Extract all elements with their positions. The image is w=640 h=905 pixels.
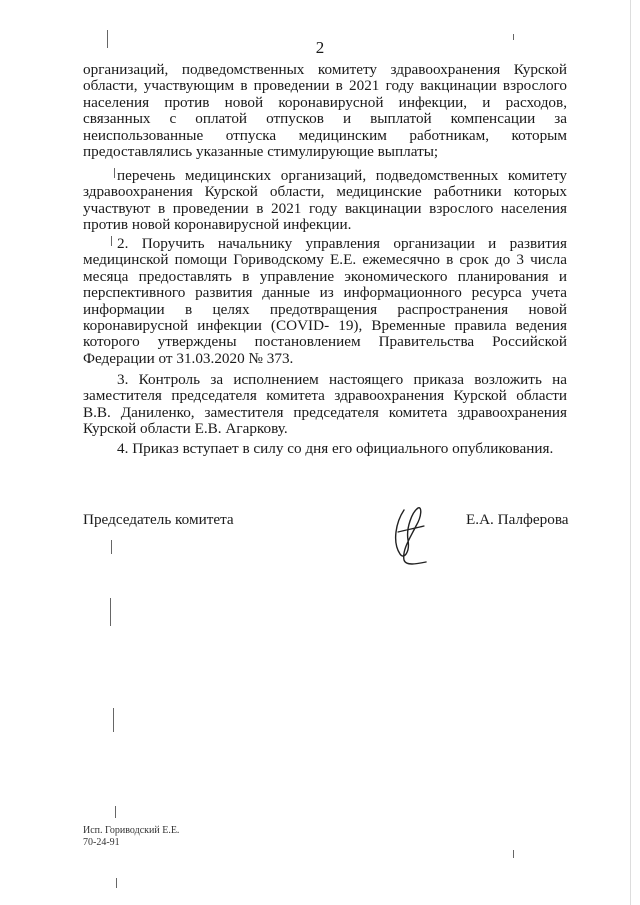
paragraph-4 xyxy=(83,372,567,438)
paragraph-2-text: перечень медицинских организаций, подведомственных комитету здравоохранения Курской области, медицинские работники которых участвуют в проведении в 2021 году вакцинации взрослого населения против новой коронавирусной инфекции. xyxy=(83,167,567,234)
executor-name: Исп. Гориводский Е.Е. xyxy=(83,825,180,836)
paragraph-5-text: 4. Приказ вступает в силу со дня его официального опубликования. xyxy=(117,440,554,457)
page-number: 2 xyxy=(315,38,325,57)
scan-artifact xyxy=(110,598,111,626)
paragraph-5 xyxy=(83,441,567,457)
signatory-title: Председатель комитета xyxy=(83,511,234,528)
scan-artifact xyxy=(111,540,112,554)
signatory-name: Е.А. Палферова xyxy=(466,511,569,528)
paragraph-1 xyxy=(83,62,567,160)
scan-artifact xyxy=(513,34,514,40)
executor-phone: 70-24-91 xyxy=(83,837,120,848)
scan-artifact xyxy=(111,236,112,246)
scan-artifact xyxy=(513,850,514,858)
paragraph-4-text: 3. Контроль за исполнением настоящего приказа возложить на заместителя председателя комитета здравоохранения Курской области В.В. Даниленко, заместителя председателя комитета здравоохранения Курской области Е.В. Агаркову. xyxy=(83,371,567,438)
scan-artifact xyxy=(115,806,116,818)
scan-artifact xyxy=(113,708,114,732)
paragraph-2 xyxy=(83,168,567,234)
scan-artifact xyxy=(630,0,631,905)
executor-info xyxy=(83,825,179,849)
scan-artifact xyxy=(116,878,117,888)
paragraph-1-text: организаций, подведомственных комитету здравоохранения Курской области, участвующим в проведении в 2021 году вакцинации взрослого населения против новой коронавирусной инфекции, и расходов, связанных с оплатой отпусков и выплатой компенсации за неиспользованные отпуска медицинским работникам, которым предоставлялись указанные стимулирующие выплаты; xyxy=(83,61,567,161)
paragraph-3 xyxy=(83,236,567,367)
handwritten-signature xyxy=(382,502,442,572)
scan-artifact xyxy=(107,30,108,48)
scan-artifact xyxy=(114,168,115,178)
paragraph-3-text: 2. Поручить начальнику управления организации и развития медицинской помощи Гориводскому Е.Е. ежемесячно в срок до 3 числа месяца предоставлять в управление экономического планирования и перспективного развития данные из информационного ресурса учета информации в целях предотвращения распространения новой коронавирусной инфекции (COVID- 19), Временные правила ведения которого утверждены постановлением Правительства Российской Федерации от 31.03.2020 № 373. xyxy=(83,235,567,367)
